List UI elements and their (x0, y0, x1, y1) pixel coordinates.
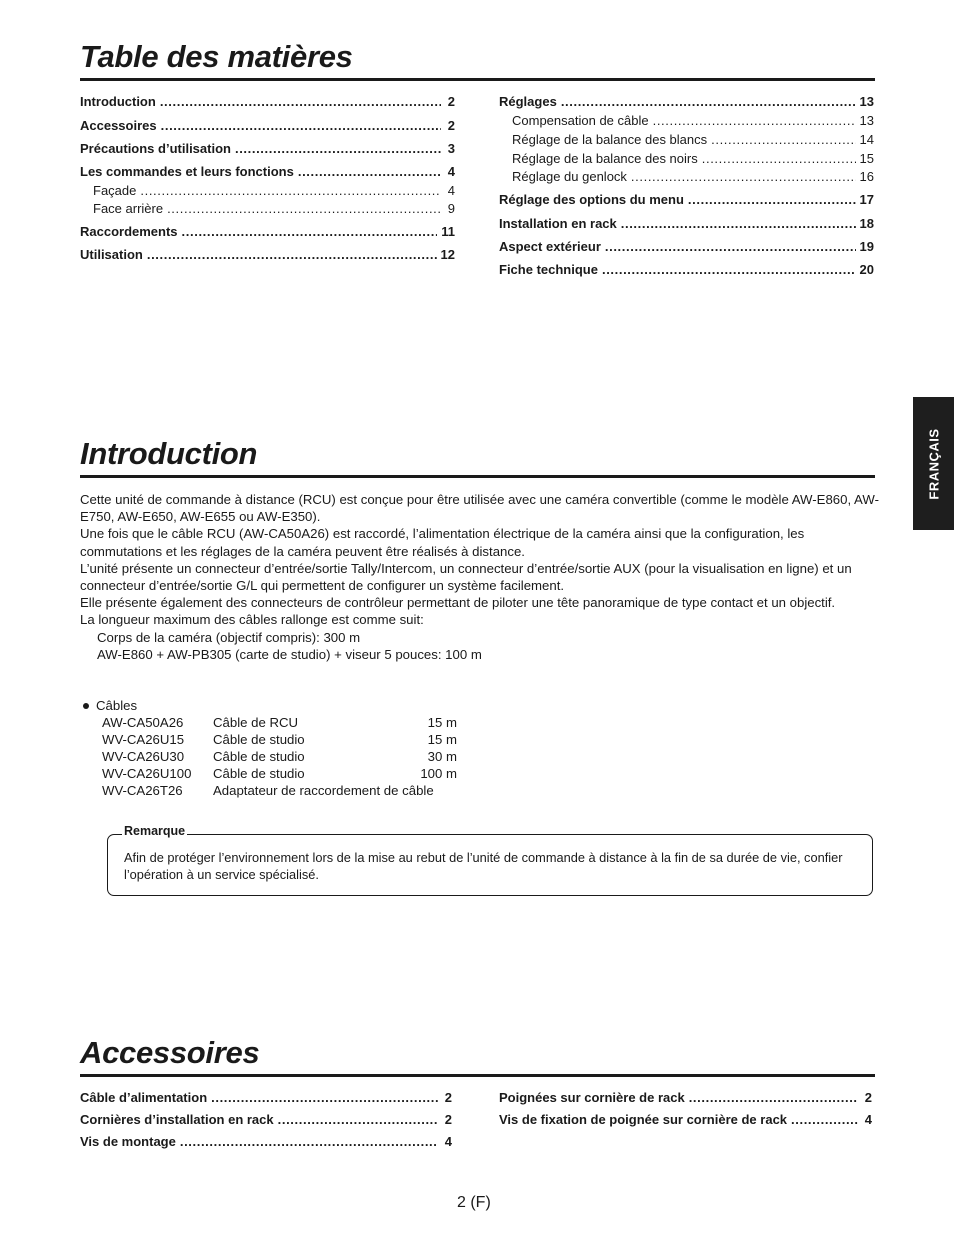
introduction-body (80, 491, 880, 663)
dot-leader (140, 183, 441, 199)
toc-entry-page: 2 (447, 94, 455, 109)
cable-row (80, 782, 473, 799)
cable-code: WV-CA26T26 (102, 783, 183, 799)
dot-leader (605, 239, 856, 255)
dot-leader (688, 192, 856, 208)
accessoires-rule (80, 1074, 875, 1077)
toc-entry-page: 4 (447, 164, 455, 179)
toc-subentry[interactable] (499, 169, 874, 185)
toc-rule (80, 78, 875, 81)
toc-subentry[interactable] (499, 132, 874, 148)
dot-leader (167, 201, 441, 217)
toc-entry-label: Réglage du genlock (512, 169, 627, 184)
dot-leader (602, 262, 856, 278)
toc-entry-page: 13 (859, 113, 874, 128)
toc-entry-label: Réglage de la balance des noirs (512, 151, 698, 166)
toc-entry-label: Raccordements (80, 224, 178, 239)
cable-code: WV-CA26U30 (102, 749, 185, 765)
remark-label: Remarque (124, 824, 186, 838)
accessory-qty: 4 (444, 1134, 452, 1149)
toc-entry-page: 20 (859, 262, 874, 277)
accessoires-title: Accessoires (80, 1035, 260, 1070)
toc-entry-label: Utilisation (80, 247, 143, 262)
dot-leader (278, 1112, 438, 1128)
toc-entry-label: Fiche technique (499, 262, 598, 277)
toc-entry-page: 15 (859, 151, 874, 166)
toc-entry[interactable] (80, 247, 455, 263)
introduction-title: Introduction (80, 436, 258, 471)
accessory-label: Vis de montage (80, 1134, 176, 1149)
cable-length: 100 m (420, 766, 457, 782)
accessory-entry[interactable] (80, 1134, 452, 1150)
toc-entry-page: 18 (859, 216, 874, 231)
toc-entry[interactable] (499, 262, 874, 278)
toc-entry-page: 16 (859, 169, 874, 184)
language-tab (913, 397, 954, 530)
introduction-rule (80, 475, 875, 478)
toc-title: Table des matières (80, 39, 353, 74)
toc-entry[interactable] (499, 216, 874, 232)
toc-entry-page: 3 (447, 141, 455, 156)
cable-row (80, 748, 473, 765)
cable-length-item: AW-E860 + AW-PB305 (carte de studio) + viseur 5 pouces: 100 m (97, 646, 482, 662)
accessory-label: Poignées sur cornière de rack (499, 1090, 685, 1105)
toc-entry-label: Aspect extérieur (499, 239, 601, 254)
toc-entry-label: Précautions d’utilisation (80, 141, 231, 156)
toc-entry-page: 12 (440, 247, 455, 262)
dot-leader (689, 1090, 858, 1106)
dot-leader (298, 164, 441, 180)
dot-leader (631, 169, 856, 185)
toc-entry-page: 9 (447, 201, 455, 216)
toc-entry[interactable] (80, 94, 455, 110)
toc-entry-page: 14 (859, 132, 874, 147)
accessory-label: Câble d’alimentation (80, 1090, 208, 1105)
accessory-qty: 2 (444, 1112, 452, 1127)
toc-entry[interactable] (499, 192, 874, 208)
toc-subentry[interactable] (499, 151, 874, 167)
toc-entry-label: Réglage des options du menu (499, 192, 684, 207)
dot-leader (180, 1134, 438, 1150)
toc-entry-page: 11 (441, 224, 455, 239)
dot-leader (211, 1090, 438, 1106)
toc-entry-label: Réglages (499, 94, 557, 109)
cables-heading (80, 697, 473, 714)
toc-entry[interactable] (80, 164, 455, 180)
accessory-label: Vis de fixation de poignée sur cornière de rack (499, 1112, 788, 1127)
cable-length: 30 m (427, 749, 457, 765)
accessory-entry[interactable] (80, 1090, 452, 1106)
cable-code: AW-CA50A26 (102, 715, 184, 731)
cable-row (80, 731, 473, 748)
accessory-qty: 4 (864, 1112, 872, 1127)
toc-entry[interactable] (80, 141, 455, 157)
cable-row (80, 714, 473, 731)
cable-code: WV-CA26U15 (102, 732, 185, 748)
toc-entry-label: Installation en rack (499, 216, 617, 231)
dot-leader (653, 113, 856, 129)
accessory-entry[interactable] (80, 1112, 452, 1128)
cable-length-item: Corps de la caméra (objectif compris): 300 m (97, 629, 361, 645)
cable-desc: Câble de studio (213, 732, 305, 748)
dot-leader (791, 1112, 858, 1128)
toc-subentry[interactable] (499, 113, 874, 129)
accessory-qty: 2 (444, 1090, 452, 1105)
toc-entry-label: Réglage de la balance des blancs (512, 132, 708, 147)
language-tab-label: FRANÇAIS (926, 427, 941, 500)
bullet-icon (83, 703, 89, 709)
toc-entry[interactable] (80, 118, 455, 134)
toc-entry[interactable] (80, 224, 455, 240)
cable-desc: Câble de studio (213, 766, 305, 782)
toc-entry-page: 17 (859, 192, 874, 207)
intro-paragraph: La longueur maximum des câbles rallonge est comme suit: (80, 612, 424, 628)
toc-entry-page: 13 (859, 94, 874, 109)
accessory-qty: 2 (864, 1090, 872, 1105)
toc-subentry[interactable] (80, 183, 455, 199)
dot-leader (621, 216, 856, 232)
intro-paragraph: Elle présente également des connecteurs de contrôleur permettant de piloter une tête panoramique de type contact et un objectif. (80, 595, 836, 611)
toc-entry-label: Les commandes et leurs fonctions (80, 164, 294, 179)
toc-entry-page: 19 (859, 239, 874, 254)
toc-entry-page: 4 (447, 183, 455, 198)
toc-entry-label: Face arrière (93, 201, 164, 216)
accessory-entry[interactable] (499, 1112, 872, 1128)
cables-list (80, 697, 473, 800)
dot-leader (702, 151, 856, 167)
cable-desc: Câble de RCU (213, 715, 299, 731)
toc-entry-label: Introduction (80, 94, 156, 109)
intro-paragraph: L’unité présente un connecteur d’entrée/sortie Tally/Intercom, un connecteur d’entrée/sortie AUX (pour la visualisation en ligne) et un connecteur d’entrée/sortie G/L qui permettent de configurer un système facilement. (80, 560, 852, 594)
cable-length: 15 m (427, 715, 457, 731)
dot-leader (161, 118, 441, 134)
cable-row (80, 765, 473, 782)
dot-leader (160, 94, 441, 110)
page-number: 2 (F) (457, 1194, 491, 1211)
dot-leader (147, 247, 437, 263)
toc-entry[interactable] (499, 239, 874, 255)
toc-entry-page: 2 (447, 118, 455, 133)
accessory-label: Cornières d’installation en rack (80, 1112, 274, 1127)
cable-desc: Câble de studio (213, 749, 305, 765)
accessory-entry[interactable] (499, 1090, 872, 1106)
cable-code: WV-CA26U100 (102, 766, 192, 782)
remark-text: Afin de protéger l’environnement lors de la mise au rebut de l’unité de commande à distance à la fin de sa durée de vie, confier l’opération à un service spécialisé. (124, 850, 843, 883)
cable-length: 15 m (427, 732, 457, 748)
dot-leader (711, 132, 855, 148)
intro-paragraph: Cette unité de commande à distance (RCU) est conçue pour être utilisée avec une caméra convertible (comme le modèle AW-E860, AW-E750, AW-E650, AW-E655 ou AW-E350). (80, 492, 879, 525)
dot-leader (561, 94, 856, 110)
toc-entry[interactable] (499, 94, 874, 110)
dot-leader (235, 141, 441, 157)
toc-entry-label: Façade (93, 183, 137, 198)
cable-desc: Adaptateur de raccordement de câble (213, 783, 434, 799)
toc-entry-label: Compensation de câble (512, 113, 649, 128)
intro-paragraph: Une fois que le câble RCU (AW-CA50A26) est raccordé, l’alimentation électrique de la caméra ainsi que la configuration, les commutations et les réglages de la caméra peuvent être réalisés à distance. (80, 526, 805, 559)
toc-entry-label: Accessoires (80, 118, 157, 133)
dot-leader (182, 224, 438, 240)
toc-subentry[interactable] (80, 201, 455, 217)
cables-heading-label: Câbles (96, 698, 138, 713)
